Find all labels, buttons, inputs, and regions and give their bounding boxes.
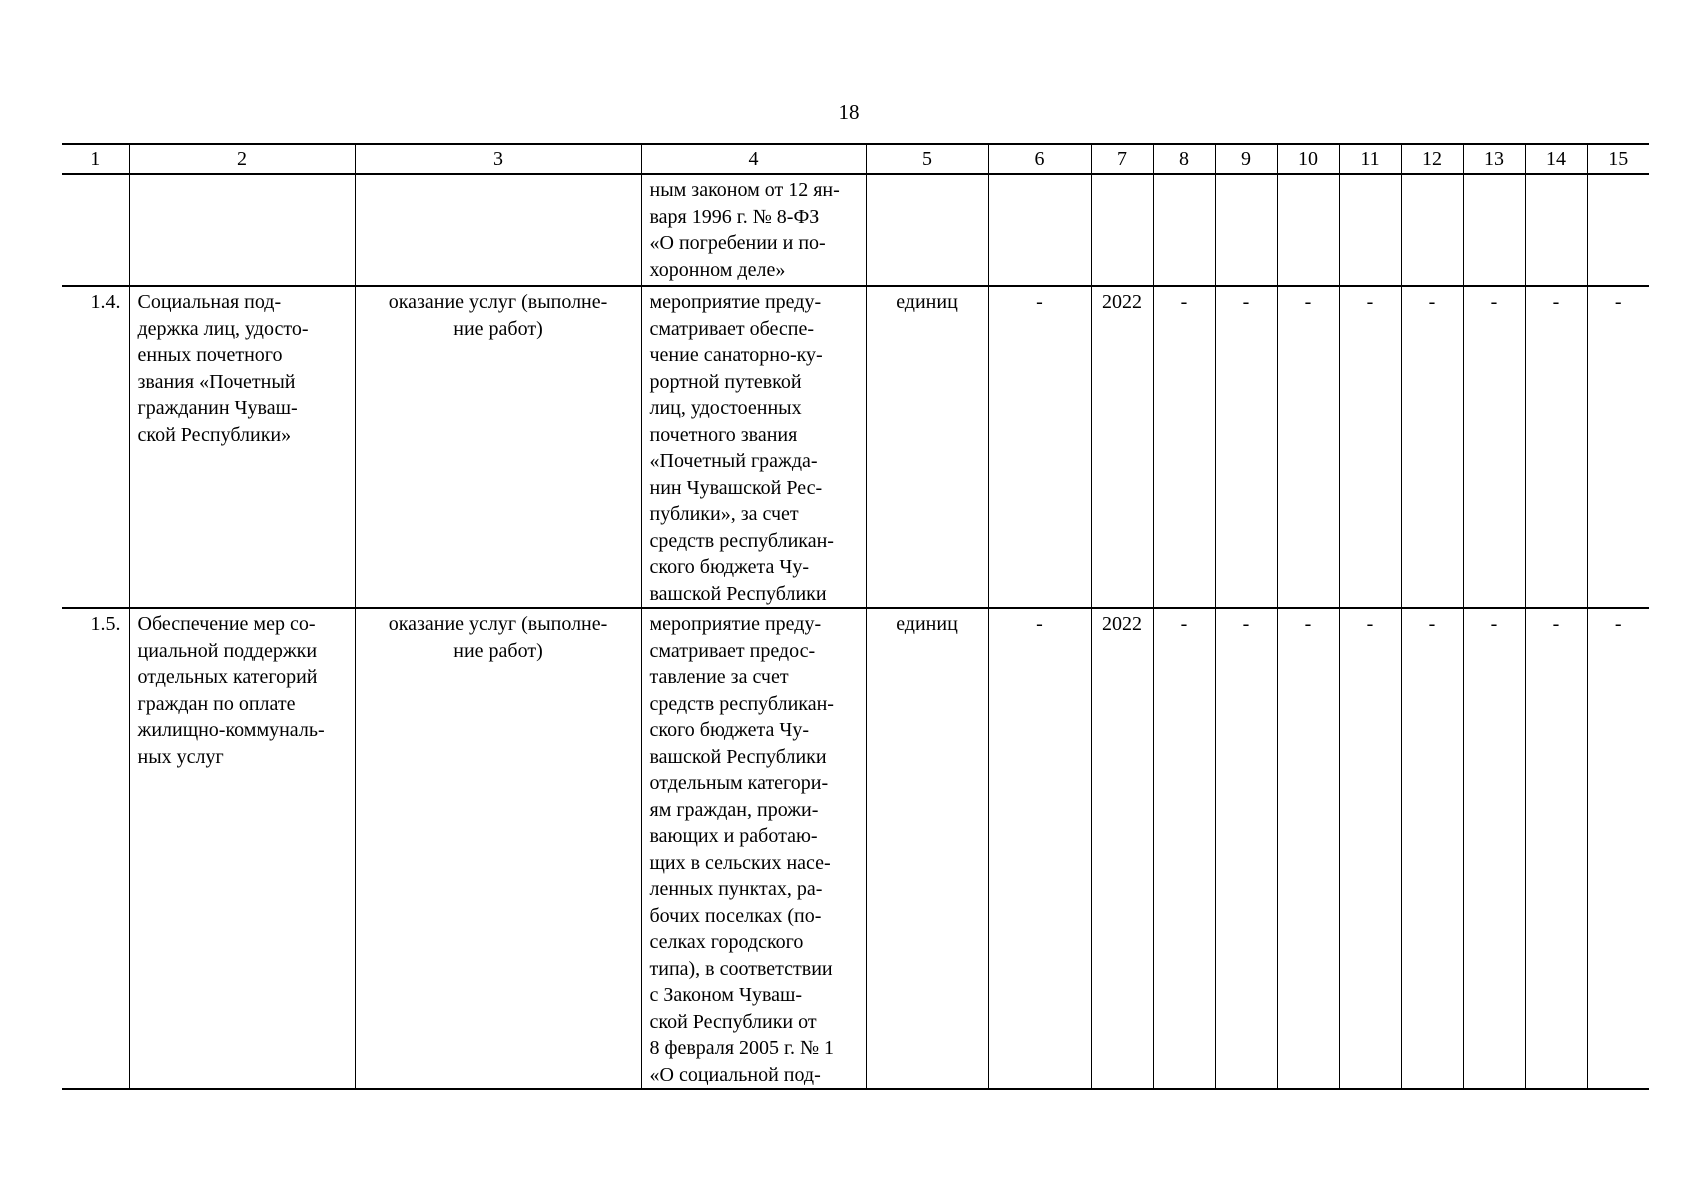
- description-line: бочих поселках (по-: [649, 904, 822, 927]
- description-line: нин Чувашской Рес-: [649, 476, 823, 499]
- year-cell: 2022: [1091, 608, 1153, 1089]
- description-line: средств республикан-: [649, 529, 834, 552]
- description-line: типа), в соответствии: [649, 957, 833, 980]
- description-line: лиц, удостоенных: [649, 397, 802, 419]
- description-line: «О социальной под-: [649, 1063, 821, 1086]
- description-line: ской Республики от: [649, 1010, 817, 1033]
- empty-cell: [1401, 174, 1463, 286]
- type-cell: [355, 608, 641, 1089]
- year-cell: 2022: [1091, 286, 1153, 608]
- name-line: енных почетного: [137, 344, 283, 366]
- description-line: с Законом Чуваш-: [649, 984, 803, 1006]
- header-cell: 14: [1525, 144, 1587, 174]
- value-cell: -: [1277, 286, 1339, 608]
- description-line: ского бюджета Чу-: [649, 556, 810, 578]
- empty-cell: [62, 174, 129, 286]
- name-line: держка лиц, удосто-: [137, 317, 309, 340]
- type-line: ние работ): [453, 317, 543, 340]
- table-row-1-4: [62, 286, 1649, 608]
- description-cell: [641, 286, 866, 608]
- header-row: [62, 144, 1649, 174]
- program-table: [62, 143, 1649, 1090]
- description-line: рортной путевкой: [649, 370, 802, 393]
- header-cell: 6: [988, 144, 1091, 174]
- value-cell: -: [1401, 286, 1463, 608]
- description-line: мероприятие преду-: [649, 613, 822, 635]
- header-cell: 11: [1339, 144, 1401, 174]
- empty-cell: [1525, 174, 1587, 286]
- header-cell: 7: [1091, 144, 1153, 174]
- description-line: мероприятие преду-: [649, 291, 822, 313]
- type-cell: [355, 286, 641, 608]
- empty-cell: [1091, 174, 1153, 286]
- description-line: отдельным категори-: [649, 772, 829, 794]
- type-line: ние работ): [453, 639, 543, 662]
- header-cell: 15: [1587, 144, 1649, 174]
- description-line: 8 февраля 2005 г. № 1: [649, 1037, 835, 1059]
- name-line: ской Республики»: [137, 423, 292, 446]
- description-line: «О погребении и по-: [649, 232, 826, 254]
- description-line: ным законом от 12 ян-: [649, 179, 840, 201]
- value-cell: -: [988, 608, 1091, 1089]
- description-line: селках городского: [649, 931, 804, 953]
- row-number-cell: 1.5.: [62, 608, 129, 1089]
- type-line: оказание услуг (выполне-: [388, 613, 608, 635]
- description-line: средств республикан-: [649, 692, 834, 715]
- description-line: ского бюджета Чу-: [649, 719, 810, 741]
- description-line: хоронном деле»: [649, 258, 786, 281]
- empty-cell: [1153, 174, 1215, 286]
- empty-cell: [1587, 174, 1649, 286]
- name-line: отдельных категорий: [137, 666, 318, 688]
- page-number: 18: [838, 100, 860, 124]
- name-line: Обеспечение мер со-: [137, 613, 316, 635]
- description-line: сматривает обеспе-: [649, 317, 815, 340]
- name-line: граждан по оплате: [137, 692, 296, 715]
- type-line: оказание услуг (выполне-: [388, 291, 608, 313]
- description-line: «Почетный гражда-: [649, 450, 818, 472]
- description-line: щих в сельских насе-: [649, 851, 831, 874]
- unit-cell: единиц: [866, 286, 988, 608]
- empty-cell: [1215, 174, 1277, 286]
- empty-cell: [355, 174, 641, 286]
- header-cell: 9: [1215, 144, 1277, 174]
- description-line: тавление за счет: [649, 666, 789, 688]
- name-cell: [129, 286, 355, 608]
- description-line: вающих и работаю-: [649, 825, 818, 847]
- description-line: ям граждан, прожи-: [649, 798, 819, 821]
- value-cell: -: [1463, 608, 1525, 1089]
- empty-cell: [988, 174, 1091, 286]
- value-cell: -: [1525, 286, 1587, 608]
- unit-cell: единиц: [866, 608, 988, 1089]
- value-cell: -: [1215, 286, 1277, 608]
- value-cell: -: [1153, 608, 1215, 1089]
- description-line: чение санаторно-ку-: [649, 344, 823, 366]
- header-cell: 5: [866, 144, 988, 174]
- description-cell: [641, 608, 866, 1089]
- header-cell: 10: [1277, 144, 1339, 174]
- value-cell: -: [1215, 608, 1277, 1089]
- value-cell: -: [1339, 608, 1401, 1089]
- name-line: Социальная под-: [137, 291, 282, 313]
- header-cell: 3: [355, 144, 641, 174]
- row-number-cell: 1.4.: [62, 286, 129, 608]
- header-cell: 4: [641, 144, 866, 174]
- name-cell: [129, 608, 355, 1089]
- name-line: звания «Почетный: [137, 370, 296, 393]
- table-row-continuation: [62, 174, 1649, 286]
- description-line: ленных пунктах, ра-: [649, 878, 823, 900]
- description-cell: [641, 174, 866, 286]
- header-cell: 8: [1153, 144, 1215, 174]
- value-cell: -: [1153, 286, 1215, 608]
- table-row-1-5: [62, 608, 1649, 1089]
- empty-cell: [1277, 174, 1339, 286]
- value-cell: -: [1339, 286, 1401, 608]
- name-line: ных услуг: [137, 745, 224, 768]
- description-line: сматривает предос-: [649, 639, 816, 662]
- value-cell: -: [988, 286, 1091, 608]
- empty-cell: [1463, 174, 1525, 286]
- name-line: циальной поддержки: [137, 639, 318, 662]
- value-cell: -: [1277, 608, 1339, 1089]
- empty-cell: [129, 174, 355, 286]
- description-line: вашской Республики: [649, 745, 827, 768]
- header-cell: 2: [129, 144, 355, 174]
- description-line: почетного звания: [649, 423, 798, 446]
- value-cell: -: [1401, 608, 1463, 1089]
- header-cell: 1: [62, 144, 129, 174]
- description-line: вашской Республики: [649, 582, 827, 605]
- name-line: жилищно-коммуналь-: [137, 719, 325, 741]
- value-cell: -: [1463, 286, 1525, 608]
- header-cell: 12: [1401, 144, 1463, 174]
- value-cell: -: [1525, 608, 1587, 1089]
- value-cell: -: [1587, 286, 1649, 608]
- empty-cell: [866, 174, 988, 286]
- value-cell: -: [1587, 608, 1649, 1089]
- description-line: варя 1996 г. № 8-ФЗ: [649, 205, 820, 228]
- description-line: публики», за счет: [649, 503, 799, 525]
- header-cell: 13: [1463, 144, 1525, 174]
- name-line: гражданин Чуваш-: [137, 397, 298, 419]
- empty-cell: [1339, 174, 1401, 286]
